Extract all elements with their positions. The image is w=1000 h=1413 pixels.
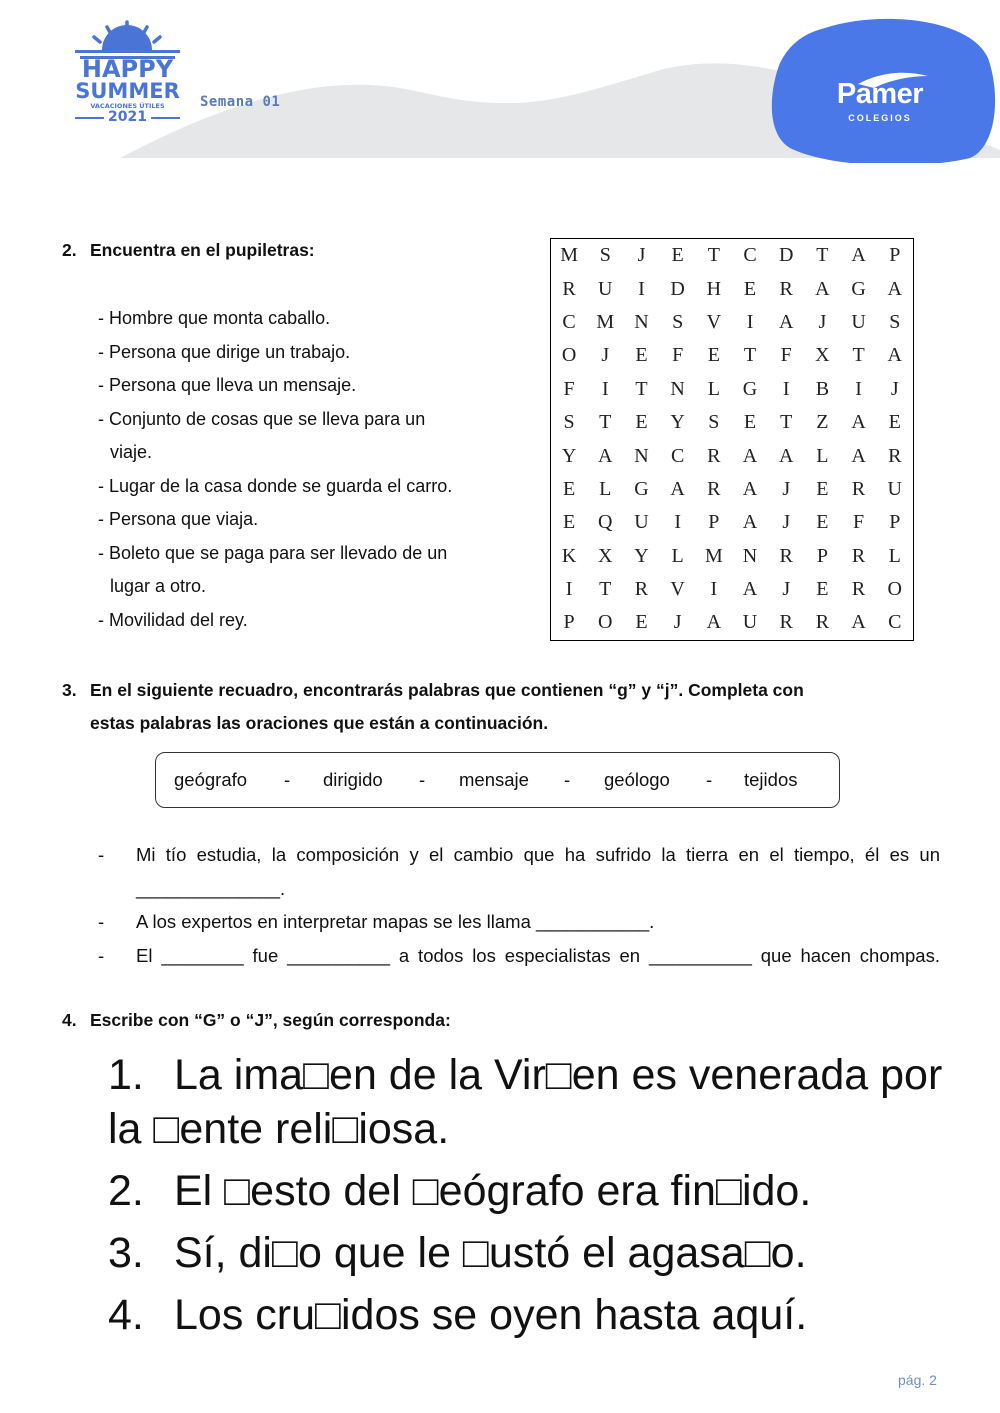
grid-cell: J: [890, 377, 899, 400]
grid-cell: S: [599, 244, 611, 267]
grid-cell: R: [634, 578, 649, 601]
grid-cell: E: [562, 477, 576, 500]
grid-cell: I: [638, 277, 645, 300]
grid-cell: S: [563, 411, 575, 434]
grid-cell: E: [635, 411, 648, 434]
grid-cell: E: [635, 611, 648, 634]
grid-cell: T: [816, 244, 829, 267]
grid-cell: E: [562, 511, 576, 534]
grid-cell: U: [742, 611, 758, 634]
exercise-item-continuation: la □ente reli□iosa.: [108, 1105, 450, 1153]
grid-cell: U: [851, 310, 866, 333]
logo-summer: SUMMER: [75, 79, 180, 103]
section-2-heading: [62, 240, 315, 261]
sentence-item: [98, 939, 940, 973]
grid-cell: L: [599, 477, 612, 500]
exercise-text: Sí, di□o que le □ustó el agasa□o.: [174, 1229, 807, 1277]
grid-cell: A: [851, 244, 866, 267]
grid-cell: L: [671, 544, 684, 567]
grid-cell: A: [742, 444, 758, 467]
grid-cell: J: [782, 477, 791, 500]
grid-cell: N: [634, 310, 649, 333]
grid-cell: D: [670, 277, 685, 300]
grid-cell: A: [670, 477, 685, 500]
grid-cell: T: [599, 411, 612, 434]
grid-cell: A: [815, 277, 830, 300]
exercise-item: [108, 1288, 968, 1342]
week-label: Semana 01: [200, 94, 281, 110]
grid-cell: E: [816, 578, 829, 601]
grid-cell: R: [779, 611, 793, 634]
word-bank-separator: -: [706, 769, 713, 790]
brand-subtitle: COLEGIOS: [848, 113, 912, 123]
grid-row: [551, 406, 914, 439]
clue-item: - Persona que lleva un mensaje.: [98, 375, 357, 395]
word-bank-word: geólogo: [604, 769, 670, 790]
grid-cell: C: [562, 310, 576, 333]
sentence-dash: -: [98, 844, 105, 865]
clue-item: - Persona que viaja.: [98, 509, 259, 529]
clue-item: - Persona que dirige un trabajo.: [98, 341, 351, 362]
grid-cell: G: [742, 377, 758, 400]
grid-cell: J: [601, 344, 610, 367]
grid-cell: A: [778, 310, 794, 333]
sentence-text: Mi tío estudia, la composición y el cambio que ha sufrido la tierra en el tiempo, él es un: [136, 844, 940, 865]
grid-cell: E: [743, 277, 757, 300]
fill-in-sentences: [98, 838, 940, 972]
grid-cell: Z: [816, 411, 829, 434]
brand-name: Pamer: [836, 78, 924, 110]
grid-cell: S: [889, 310, 901, 333]
grid-cell: R: [707, 444, 721, 467]
grid-cell: R: [562, 277, 576, 300]
exercise-item: [108, 1226, 968, 1280]
grid-cell: P: [889, 511, 901, 534]
grid-cell: T: [852, 344, 865, 367]
exercise-number: 2.: [108, 1167, 144, 1215]
grid-cell: B: [815, 377, 830, 400]
clue-item: - Conjunto de cosas que se lleva para un: [98, 408, 426, 429]
grid-cell: R: [707, 477, 721, 500]
grid-cell: J: [637, 244, 646, 267]
grid-cell: T: [599, 578, 612, 601]
section-number: 3.: [62, 680, 77, 700]
sentence-dash: -: [98, 911, 105, 932]
grid-cell: T: [635, 377, 648, 400]
grid-cell: E: [671, 244, 684, 267]
sentence-item: [98, 838, 940, 905]
section-3-heading: [62, 674, 962, 740]
grid-cell: T: [780, 411, 793, 434]
grid-cell: J: [782, 511, 791, 534]
clue-item-continuation: lugar a otro.: [110, 576, 207, 596]
grid-cell: S: [708, 411, 720, 434]
grid-cell: L: [816, 444, 829, 467]
word-bank-separator: -: [284, 769, 291, 790]
grid-cell: E: [635, 344, 648, 367]
grid-cell: S: [672, 310, 684, 333]
logo-happy: HAPPY: [81, 55, 174, 83]
grid-cell: E: [816, 477, 829, 500]
exercise-text: El □esto del □eógrafo era fin□ido.: [174, 1167, 812, 1215]
grid-cell: I: [855, 377, 862, 400]
grid-cell: N: [670, 377, 685, 400]
grid-cell: P: [889, 244, 901, 267]
grid-cell: O: [887, 578, 902, 601]
clue-item: - Boleto que se paga para ser llevado de un: [98, 542, 448, 563]
word-bank-separator: -: [564, 769, 571, 790]
grid-cell: A: [742, 477, 758, 500]
grid-cell: L: [888, 544, 901, 567]
grid-cell: N: [742, 544, 758, 567]
grid-cell: I: [674, 511, 681, 534]
grid-cell: I: [601, 377, 609, 400]
grid-row: [551, 239, 914, 273]
grid-cell: F: [853, 511, 865, 534]
grid-cell: O: [598, 611, 613, 634]
grid-row: [551, 306, 914, 339]
grid-cell: M: [596, 310, 615, 333]
word-bank-word: dirigido: [323, 769, 383, 790]
exercise-number: 4.: [108, 1291, 144, 1339]
grid-cell: I: [746, 310, 754, 333]
grid-cell: A: [851, 611, 866, 634]
grid-row: [551, 272, 914, 305]
sentence-item: [98, 905, 940, 939]
clue-item: - Movilidad del rey.: [98, 609, 248, 630]
grid-row: [551, 506, 914, 539]
sentence-text: A los expertos en interpretar mapas se les llama ___________.: [136, 911, 655, 932]
grid-cell: C: [888, 611, 902, 634]
word-bank-word: mensaje: [459, 769, 529, 790]
grid-row: [551, 439, 914, 472]
section-title-line1: En el siguiente recuadro, encontrarás palabras que contienen “g” y “j”. Completa con: [90, 680, 804, 700]
exercise-text: La ima□en de la Vir□en es venerada por: [174, 1051, 943, 1099]
grid-cell: X: [815, 344, 830, 367]
sentence-blank-line: ______________.: [136, 877, 286, 899]
exercise-number: 1.: [108, 1051, 144, 1099]
grid-cell: A: [598, 444, 613, 467]
grid-cell: G: [634, 477, 649, 500]
grid-cell: G: [851, 277, 866, 300]
grid-cell: V: [706, 310, 722, 333]
section-title: Escribe con “G” o “J”, según corresponda:: [90, 1010, 451, 1030]
grid-row: [551, 573, 914, 606]
grid-row: [551, 373, 914, 406]
grid-cell: V: [670, 578, 685, 601]
word-bank-word: geógrafo: [174, 769, 248, 790]
grid-cell: J: [818, 310, 827, 333]
grid-cell: M: [560, 244, 578, 267]
exercise-text: Los cru□idos se oyen hasta aquí.: [174, 1291, 808, 1339]
word-search-grid: [550, 238, 914, 641]
grid-cell: Y: [670, 411, 685, 434]
grid-cell: A: [887, 277, 902, 300]
grid-cell: Y: [634, 544, 649, 567]
grid-cell: U: [634, 511, 649, 534]
grid-cell: I: [710, 578, 718, 601]
grid-cell: C: [743, 244, 757, 267]
clue-item: - Hombre que monta caballo.: [98, 308, 331, 328]
sentence-dash: -: [98, 944, 105, 966]
g-j-exercise-list: [108, 1048, 968, 1342]
exercise-item: [108, 1048, 968, 1102]
grid-cell: F: [672, 344, 684, 367]
grid-cell: F: [780, 344, 792, 367]
grid-cell: N: [634, 444, 649, 467]
grid-cell: H: [706, 277, 722, 300]
grid-cell: T: [743, 344, 757, 367]
grid-cell: I: [565, 578, 573, 601]
grid-cell: K: [561, 544, 577, 567]
word-bank-separator: -: [419, 769, 426, 790]
grid-cell: I: [782, 377, 790, 400]
grid-row: [551, 606, 914, 640]
grid-cell: F: [563, 377, 575, 400]
grid-cell: A: [851, 444, 866, 467]
section-number: 2.: [62, 240, 77, 260]
exercise-number: 3.: [108, 1229, 144, 1277]
grid-cell: P: [708, 511, 720, 534]
word-bank-box: [155, 752, 840, 808]
logo-vacaciones: VACACIONES ÚTILES: [90, 102, 165, 110]
grid-cell: L: [707, 377, 720, 400]
grid-cell: T: [707, 244, 720, 267]
clue-item: - Lugar de la casa donde se guarda el carro.: [98, 475, 453, 496]
grid-cell: X: [598, 544, 613, 567]
grid-cell: J: [782, 578, 791, 601]
sentence-text: El ________ fue __________ a todos los especialistas en __________ que hacen chompas.: [136, 944, 940, 966]
grid-cell: O: [561, 344, 577, 367]
grid-cell: D: [778, 244, 794, 267]
grid-cell: A: [887, 344, 902, 367]
grid-cell: A: [851, 411, 866, 434]
clue-list: [98, 302, 518, 637]
grid-cell: U: [887, 477, 902, 500]
section-number: 4.: [62, 1010, 77, 1030]
section-title-line2: estas palabras las oraciones que están a continuación.: [90, 713, 549, 733]
grid-cell: R: [779, 277, 793, 300]
grid-cell: M: [704, 544, 723, 567]
grid-cell: C: [670, 444, 685, 467]
grid-cell: R: [851, 544, 866, 567]
section-title: Encuentra en el pupiletras:: [90, 240, 315, 260]
grid-cell: E: [888, 411, 901, 434]
grid-row: [551, 473, 914, 506]
grid-cell: Y: [561, 444, 577, 467]
section-4-heading: [62, 1010, 451, 1031]
grid-row: [551, 339, 914, 372]
grid-cell: A: [778, 444, 794, 467]
grid-cell: J: [673, 611, 682, 634]
grid-cell: A: [706, 611, 722, 634]
grid-cell: R: [851, 477, 866, 500]
grid-cell: Q: [598, 511, 613, 534]
grid-cell: P: [816, 544, 828, 567]
grid-cell: P: [563, 611, 575, 634]
grid-cell: R: [815, 611, 830, 634]
grid-row: [551, 540, 914, 573]
grid-cell: E: [816, 511, 829, 534]
grid-cell: R: [888, 444, 902, 467]
exercise-item: [108, 1164, 968, 1218]
grid-cell: A: [742, 578, 758, 601]
grid-cell: E: [707, 344, 720, 367]
grid-cell: E: [743, 411, 757, 434]
grid-cell: A: [742, 511, 758, 534]
page-number: pág. 2: [898, 1372, 937, 1388]
happy-summer-logo: [70, 20, 185, 130]
grid-cell: R: [779, 544, 793, 567]
logo-year: 2021: [108, 109, 147, 125]
word-bank-word: tejidos: [744, 769, 798, 790]
clue-item-continuation: viaje.: [110, 442, 153, 462]
grid-cell: R: [851, 578, 866, 601]
grid-cell: U: [598, 277, 613, 300]
